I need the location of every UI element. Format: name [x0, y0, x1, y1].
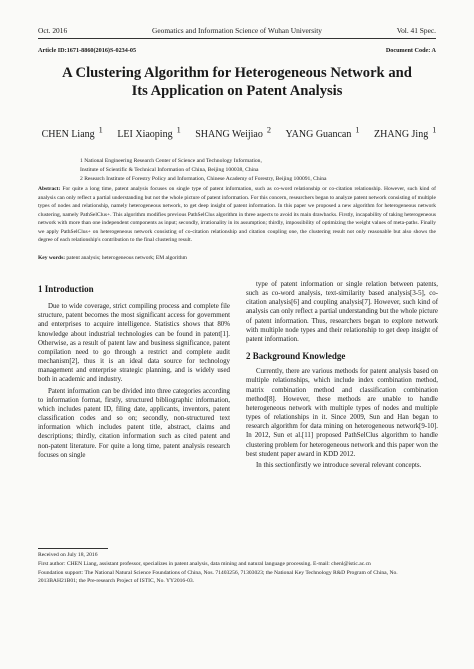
left-column — [38, 285, 230, 460]
running-header — [38, 26, 436, 38]
footnote-funding: Foundation support: The National Natural Science Foundations of China, Nos. 71403256, 71303023; the National Key Technology R&D Program of China, No. 2013BAH21B01; the Pre-research Project of ISTIC, No. YY2016-03. — [38, 569, 398, 585]
affiliation-line: 2 Research Institute of Forestry Policy and Information, Chinese Academy of Forestry, Beijing 100091, China — [80, 176, 327, 182]
abstract — [38, 185, 436, 245]
header-journal: Geomatics and Information Science of Wuhan University — [152, 26, 322, 35]
right-column — [246, 280, 438, 470]
header-volume: Vol. 41 Spec. — [396, 26, 436, 35]
background-paragraph-2: In this sectionfirstly we introduce several relevant concepts. — [256, 461, 422, 469]
author: CHEN Liang $^1$ — [41, 126, 103, 141]
footnote-rule — [38, 548, 108, 549]
keywords — [38, 255, 436, 261]
author: LEI Xiaoping $^1$ — [117, 126, 181, 141]
keywords-text: patent analysis; heterogeneous network; EM algorithm — [66, 255, 187, 261]
author-list — [30, 126, 444, 140]
affiliation-line: 1 National Engineering Research Center of Science and Technology Information, — [80, 158, 262, 164]
abstract-label: Abstract: — [38, 186, 61, 192]
title-line-2: Its Application on Patent Analysis — [131, 83, 343, 99]
footnote-received: Received on July 18, 2016 — [38, 552, 98, 558]
intro-paragraph-1: Due to wide coverage, strict compiling process and complete file structure, patent becomes the most significant access for government and enterprises to acquire intelligence. Statistics shows that 80% knowledge about industrial technologies can be found in patent[1]. Otherwise, as a result of patent law and business significance, patent compilation need to go through a restrict and complete audit mechanism[2], thus it is an ideal data source for technology management and enterprise strategic planning, and is widely used both in academic and industry. — [38, 303, 230, 384]
section-heading-introduction: 1 Introduction — [38, 284, 94, 294]
affiliations — [80, 157, 424, 184]
author: ZHANG Jing $^1$ — [374, 126, 437, 141]
title-line-1: A Clustering Algorithm for Heterogeneous Network and — [62, 65, 412, 81]
intro-paragraph-2: Patent information can be divided into three categories according to information format, firstly, structured bibliographic information, which includes patent ID, filing date, applicants, inventors, patent classification codes and so on; secondly, non-structured text information which includes patent title, abstract, claims and descriptions; thirdly, citation information such as cited patent and non-patent literature. For quite a long time, patent analysis research focuses on single — [38, 387, 230, 459]
background-paragraph-1: Currently, there are various methods for patent analysis based on multiple relationships, which include index combination method, matrix combination method and classification combination method[8]. However, these methods are unable to handle heterogeneous network with multiple types of nodes and multiple types of relationships in it. Since 2009, Sun and Han began to research algorithm for data mining on heterogeneous network[9-10]. In 2012, Sun et al.[11] proposed PathSelClus algorithm to handle clustering problem for heterogeneous network and this paper won the best student paper award in KDD 2012. — [246, 368, 438, 458]
section-heading-background: 2 Background Knowledge — [246, 351, 346, 362]
header-date: Oct. 2016 — [38, 26, 68, 35]
right-paragraph-1: type of patent information or single relation between patents, such as co-word analysis, text-similarity based analysis[3-5], co-citation analysis[6] and coupling analysis[7]. However, such kind of analysis can only reflect a partial understanding but the whole picture of patent information. Thus, researchers began to explore network with multiple node types and their relationship to get deep insight of patent information. — [246, 281, 438, 343]
author: YANG Guancan $^1$ — [285, 126, 360, 141]
author: SHANG Weijiao $^2$ — [195, 126, 272, 141]
header-rule — [38, 38, 436, 39]
footnotes — [38, 548, 436, 586]
affiliation-line: Institute of Scientific & Technical Information of China, Beijing 100038, China — [80, 167, 259, 173]
article-id: Article ID:1671-8860(2016)S-0234-05 — [38, 47, 137, 54]
footnote-first-author: First author: CHEN Liang, assistant professor, specializes in patent analysis, data mining and natural language processing. E-mail: chenl@istic.ac.cn — [38, 560, 371, 567]
paper-title — [30, 64, 444, 100]
abstract-text: For quite a long time, patent analysis focuses on single type of patent information, such as co-word relationship or co-citation relationship. However, such kind of analysis can only reflect a partial understanding but not the whole picture of patent information. For this concern, researchers began to analyze patent network consisting of multiple types of nodes and relationship, namely heterogeneous network, to get deep insight of patent information. In this paper we proposed a new algorithm for heterogeneous network clustering, namely PathSelClus+. This algorithm modifies previous PathSelClus algorithm in three aspects to avoid its main drawbacks. Firstly, incapability of taking heterogeneous network with more than one independent components as input; secondly, irrationality in its assumption; thirdly, impossibility of optimizing the weight values of meta-paths. Finally we apply PathSelClus+ on heterogeneous network consisting of co-citation relationship and citation coupling one, the clustering result not only reasonable but also shows the degree of each relationship's contribution to the final clustering result. — [38, 186, 437, 243]
keywords-label: Key words: — [38, 255, 66, 261]
document-code: Document Code: A — [385, 47, 436, 54]
